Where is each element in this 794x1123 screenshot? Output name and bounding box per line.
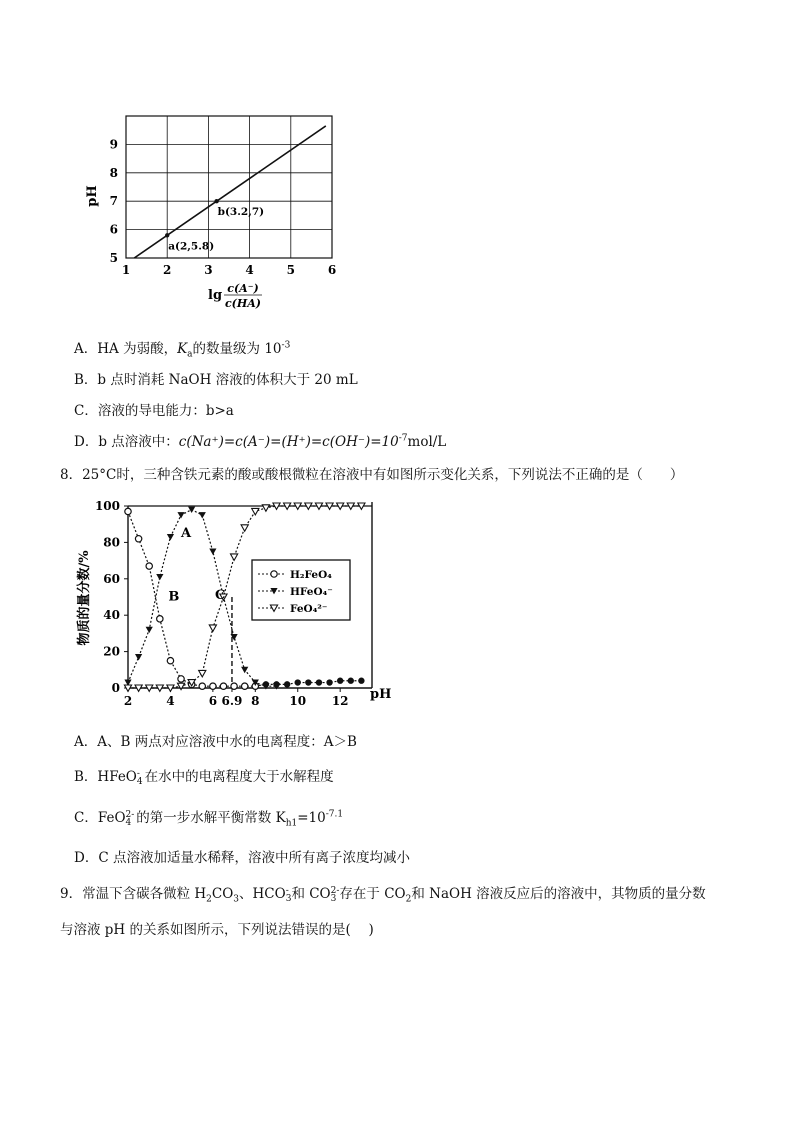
- q9-stem-line1: [60, 882, 706, 905]
- q9-charge: -: [285, 885, 289, 896]
- y-tick-label: 9: [109, 137, 118, 152]
- marker-circle: [157, 616, 163, 622]
- marker-triangle-open: [230, 554, 237, 560]
- point-label: A: [181, 525, 192, 541]
- marker-circle: [241, 683, 247, 689]
- marker-circle: [210, 683, 216, 689]
- y-tick-label: 20: [103, 644, 120, 659]
- q9-text-a: 9．常温下含碳各微粒 H: [60, 886, 207, 902]
- x-tick-label: 5: [286, 263, 295, 277]
- y-tick-label: 40: [103, 608, 120, 623]
- point-label: C: [214, 587, 226, 603]
- q7-option-a: [74, 337, 290, 360]
- x-tick-label: 10: [289, 694, 307, 708]
- marker-circle: [146, 563, 152, 569]
- ka-subscript: a: [187, 349, 193, 360]
- q9-sub: 2: [206, 894, 212, 905]
- q8-option-d: D．C 点溶液加适量水稀释，溶液中所有离子浓度均减小: [74, 850, 410, 866]
- marker-triangle-open: [209, 625, 216, 631]
- marker-triangle-down: [209, 549, 216, 555]
- q9-sub: 2: [405, 894, 412, 905]
- data-point-label: b(3.2,7): [217, 206, 265, 219]
- marker-circle: [220, 683, 226, 689]
- data-point: [214, 199, 218, 203]
- chart-iron-species-fraction: [74, 492, 394, 714]
- marker-circle-filled: [305, 679, 311, 685]
- q8-c-subscript: 4: [125, 817, 132, 828]
- y-axis-label: pH: [85, 185, 100, 207]
- q8-stem: 8．25°C时，三种含铁元素的酸或酸根微粒在溶液中有如图所示变化关系，下列说法不正确的是（ ）: [60, 467, 684, 483]
- marker-triangle-open: [199, 670, 206, 676]
- marker-circle-filled: [348, 678, 354, 684]
- x-tick-label: 2: [123, 694, 133, 708]
- y-tick-label: 8: [109, 165, 118, 180]
- data-point-label: a(2,5.8): [168, 240, 215, 253]
- x-axis-label-prefix: lg: [208, 288, 223, 303]
- marker-triangle-down: [199, 512, 206, 518]
- q8-c-text: C．FeO: [74, 810, 126, 826]
- q9-charge: 2-: [330, 885, 340, 896]
- y-tick-label: 6: [109, 222, 118, 237]
- y-tick-label: 80: [103, 535, 120, 550]
- kh1-subscript: h1: [285, 818, 298, 829]
- x-tick-label: 3: [204, 263, 213, 277]
- x-tick-label: 12: [331, 694, 349, 708]
- marker-triangle-down: [177, 512, 184, 518]
- q8-b-charge: -: [136, 768, 140, 779]
- marker-triangle-open: [262, 505, 269, 511]
- q8-b-text-2: 在水中的电离程度大于水解程度: [144, 769, 334, 785]
- marker-circle-filled: [326, 679, 332, 685]
- q8-option-c: [74, 806, 343, 829]
- marker-triangle-down: [167, 534, 174, 540]
- marker-circle: [125, 508, 131, 514]
- marker-circle: [167, 658, 173, 664]
- x-tick-label: 2: [163, 263, 172, 277]
- q7-a-exponent: -3: [281, 340, 291, 351]
- plot-frame: [126, 116, 332, 258]
- x-tick-label: 4: [166, 694, 175, 708]
- q9-text-e: 存在于 CO: [339, 886, 406, 902]
- marker-circle-filled: [358, 678, 364, 684]
- x-tick-label: 6: [208, 694, 218, 708]
- q8-c-exponent: -7.1: [325, 809, 344, 820]
- q9-sub: 3: [330, 893, 337, 904]
- q7-a-text-2: 的数量级为 10: [192, 341, 282, 357]
- q8-option-b: [74, 765, 334, 786]
- marker-circle: [231, 683, 237, 689]
- q9-text-b: CO: [211, 886, 234, 902]
- marker-circle-filled: [295, 679, 301, 685]
- x-tick-label: 6.9: [221, 694, 243, 708]
- legend-label: H₂FeO₄: [290, 569, 332, 581]
- marker-triangle-open: [241, 525, 248, 531]
- q8-c-text-2: 的第一步水解平衡常数 K: [136, 810, 286, 826]
- point-label: B: [168, 589, 180, 605]
- x-tick-label: 6: [327, 263, 337, 277]
- x-axis-label: pH: [370, 687, 392, 702]
- legend: [252, 560, 350, 620]
- q8-b-subscript: 4: [136, 776, 143, 787]
- chart-ph-vs-lg-ratio: [82, 106, 362, 316]
- marker-circle: [178, 676, 184, 682]
- x-axis-label-denominator: c(HA): [224, 297, 262, 310]
- legend-label: HFeO₄⁻: [290, 586, 333, 598]
- q9-stem-line2: 与溶液 pH 的关系如图所示，下列说法错误的是( ): [60, 922, 374, 938]
- marker-triangle-open: [252, 508, 259, 514]
- q7-option-c: C．溶液的导电能力：b>a: [74, 403, 234, 419]
- x-tick-label: 1: [121, 263, 131, 277]
- q8-b-text: B．HFeO: [74, 769, 137, 785]
- y-tick-label: 5: [109, 251, 118, 265]
- marker-circle: [271, 571, 277, 577]
- data-point: [165, 233, 169, 237]
- q9-text-d: 和 CO: [291, 886, 331, 902]
- data-line: [134, 126, 326, 258]
- q7-d-unit: mol/L: [407, 434, 447, 450]
- y-axis-label: 物质的量分数/%: [77, 550, 92, 646]
- q8-option-a: A．A、B 两点对应溶液中水的电离程度：A＞B: [74, 734, 357, 750]
- x-axis-label-numerator: c(A⁻): [227, 282, 259, 295]
- marker-circle-filled: [316, 679, 322, 685]
- y-tick-label: 0: [111, 681, 120, 695]
- marker-triangle-down: [156, 574, 163, 580]
- q7-a-text: A．HA 为弱酸，: [74, 341, 178, 357]
- y-tick-label: 7: [109, 194, 118, 209]
- q7-d-exponent: -7: [398, 433, 408, 444]
- q9-sub: 3: [233, 894, 240, 905]
- q9-sub: 3: [285, 893, 292, 904]
- q7-option-d: [74, 430, 446, 450]
- marker-circle-filled: [284, 681, 290, 687]
- marker-triangle-down: [146, 627, 153, 633]
- q7-d-text: D．b 点溶液中：: [74, 434, 179, 450]
- q8-c-equals: =10: [297, 810, 326, 826]
- y-tick-label: 60: [103, 571, 120, 586]
- ka-symbol: K: [177, 341, 188, 357]
- q7-option-b: B．b 点时消耗 NaOH 溶液的体积大于 20 mL: [74, 372, 358, 388]
- marker-triangle-down: [135, 654, 142, 660]
- q9-text-f: 和 NaOH 溶液反应后的溶液中，其物质的量分数: [411, 886, 706, 902]
- x-tick-label: 4: [245, 263, 254, 277]
- q7-d-expression: c(Na⁺)=c(A⁻)=(H⁺)=c(OH⁻)=10: [178, 434, 399, 450]
- marker-circle: [135, 536, 141, 542]
- marker-circle: [199, 683, 205, 689]
- marker-circle-filled: [337, 678, 343, 684]
- q8-c-charge: 2-: [125, 809, 135, 820]
- legend-label: FeO₄²⁻: [290, 603, 328, 615]
- x-tick-label: 8: [251, 694, 260, 708]
- y-tick-label: 100: [94, 499, 120, 513]
- marker-triangle-down: [188, 507, 195, 513]
- q9-text-c: 、HCO: [239, 886, 286, 902]
